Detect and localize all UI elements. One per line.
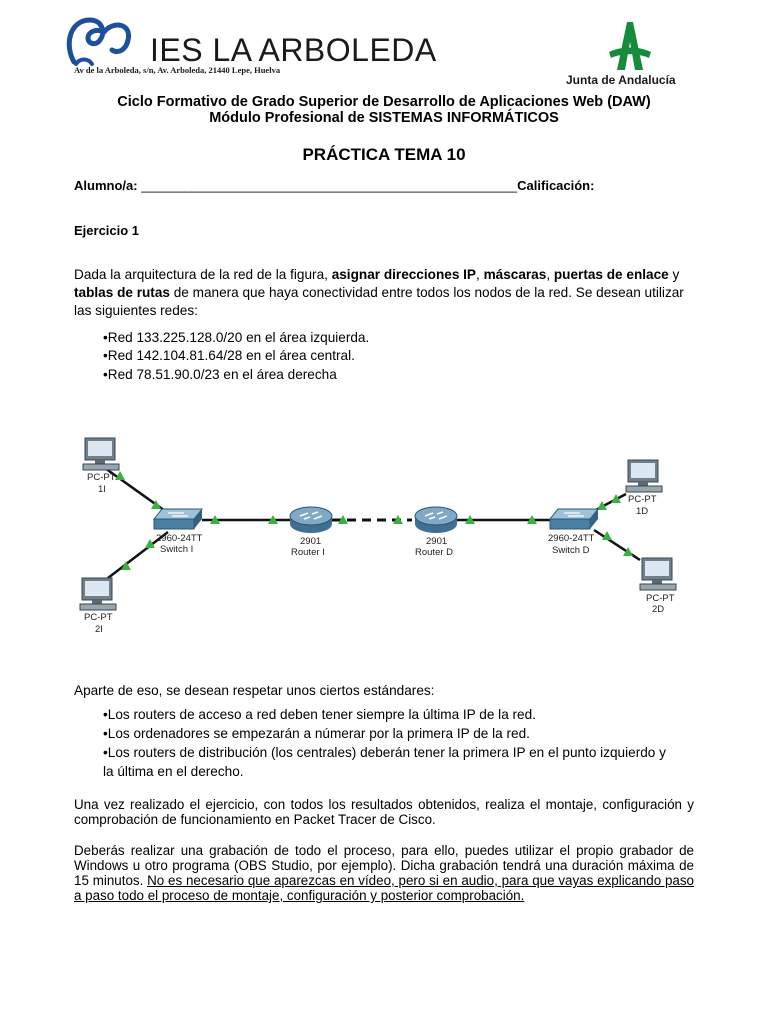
network-item-center: •Red 142.104.81.64/28 en el área central. xyxy=(103,348,355,363)
switch-d-model: 2960-24TT xyxy=(548,533,595,544)
school-address: Av de la Arboleda, s/n, Av. Arboleda, 21440 Lepe, Huelva xyxy=(74,65,281,75)
pc-2i[interactable] xyxy=(80,578,116,635)
intro-bold-gateways: puertas de enlace xyxy=(553,267,669,282)
pc-icon xyxy=(80,578,116,610)
switch-i[interactable] xyxy=(154,509,203,555)
switch-d[interactable] xyxy=(548,509,598,556)
pc-2i-model: PC-PT xyxy=(84,612,113,623)
standard-item: •Los routers de acceso a red deben tener siempre la última IP de la red. xyxy=(103,707,536,722)
intro-text: de manera que haya conectividad entre todos los nodos de la red. Se desean utilizar las siguientes redes: xyxy=(74,285,684,318)
student-line xyxy=(74,178,594,193)
school-name xyxy=(150,32,437,69)
router-icon xyxy=(415,507,457,533)
switch-icon xyxy=(550,509,598,529)
grade-label: Calificación: xyxy=(517,178,595,193)
standard-item: •Los routers de distribución (los centrales) deberán tener la primera IP en el punto izquierdo y xyxy=(103,745,666,760)
cycle-title: Ciclo Formativo de Grado Superior de Desarrollo de Aplicaciones Web (DAW) xyxy=(117,94,651,110)
practice-title: PRÁCTICA TEMA 10 xyxy=(302,145,466,164)
intro-text: Dada la arquitectura de la red de la figura, xyxy=(74,267,332,282)
junta-andalucia-label: Junta de Andalucía xyxy=(566,73,676,87)
pc-1i-name: 1I xyxy=(98,484,106,495)
student-label: Alumno/a: xyxy=(74,178,138,193)
module-title: Módulo Profesional de SISTEMAS INFORMÁTICOS xyxy=(209,110,559,126)
network-item-right: •Red 78.51.90.0/23 en el área derecha xyxy=(103,367,337,382)
junta-andalucia-logo-icon xyxy=(593,20,665,72)
pc-icon xyxy=(83,438,119,470)
router-d[interactable] xyxy=(415,507,457,558)
switch-i-name: Switch I xyxy=(160,544,194,555)
exercise-intro xyxy=(74,266,694,320)
router-i-name: Router I xyxy=(291,547,325,558)
intro-bold-ip: asignar direcciones IP xyxy=(331,267,476,282)
intro-bold-masks: máscaras xyxy=(483,267,547,282)
ies-logo-icon xyxy=(66,14,132,72)
school-prefix: IES xyxy=(150,32,204,68)
standard-item: •Los ordenadores se empezarán a númerar por la primera IP de la red. xyxy=(103,726,530,741)
recording-underlined-text: No es necesario que aparezcas en vídeo, pero si en audio, para que vayas explicando paso a paso todo el proceso de montaje, configuración y posterior comprobación. xyxy=(74,873,694,903)
network-item-left: •Red 133.225.128.0/20 en el área izquierda. xyxy=(103,330,370,345)
pc-1d-model: PC-PT xyxy=(628,494,657,505)
pc-2d-model: PC-PT xyxy=(646,593,675,604)
switch-d-name: Switch D xyxy=(552,545,590,556)
standards-intro: Aparte de eso, se desean respetar unos ciertos estándares: xyxy=(74,683,435,698)
pc-icon xyxy=(640,558,676,590)
link-up-icon xyxy=(623,547,633,556)
pc-2d[interactable] xyxy=(640,558,676,615)
pc-1i-model: PC-PT xyxy=(87,472,116,483)
intro-text: , xyxy=(476,267,484,282)
pc-2d-name: 2D xyxy=(652,604,665,615)
pc-1d-name: 1D xyxy=(636,506,649,517)
intro-bold-routes: tablas de rutas xyxy=(74,285,170,300)
pc-1i[interactable] xyxy=(83,438,119,495)
link-switchd-pc2d xyxy=(594,530,640,560)
recording-text: Deberás realizar una grabación de todo el proceso, para ello, puedes utilizar el propio grabador de Windows u otro programa (OBS Studio, por ejemplo). Dicha grabación tendrá una duración máxima de 15 minutos. xyxy=(74,843,694,888)
router-icon xyxy=(290,507,332,533)
switch-i-model: 2960-24TT xyxy=(156,533,203,544)
intro-text: , xyxy=(546,267,554,282)
router-i[interactable] xyxy=(290,507,332,558)
recording-instructions xyxy=(74,843,694,903)
student-name-field[interactable]: ____________________________________________________ xyxy=(141,178,518,193)
pc-2i-name: 2I xyxy=(95,624,103,635)
school-name-text: LA ARBOLEDA xyxy=(212,32,437,68)
pc-1d[interactable] xyxy=(626,460,662,517)
standard-item-continued: la última en el derecho. xyxy=(103,764,244,779)
router-d-model: 2901 xyxy=(426,536,448,547)
router-i-model: 2901 xyxy=(300,536,322,547)
network-diagram xyxy=(70,420,698,642)
intro-text: y xyxy=(668,267,680,282)
switch-icon xyxy=(154,509,202,529)
assembly-instructions: Una vez realizado el ejercicio, con todos los resultados obtenidos, realiza el montaje, configuración y comprobación de funcionamiento en Packet Tracer de Cisco. xyxy=(74,797,694,827)
router-d-name: Router D xyxy=(415,547,454,558)
exercise-heading: Ejercicio 1 xyxy=(74,223,140,238)
pc-icon xyxy=(626,460,662,492)
